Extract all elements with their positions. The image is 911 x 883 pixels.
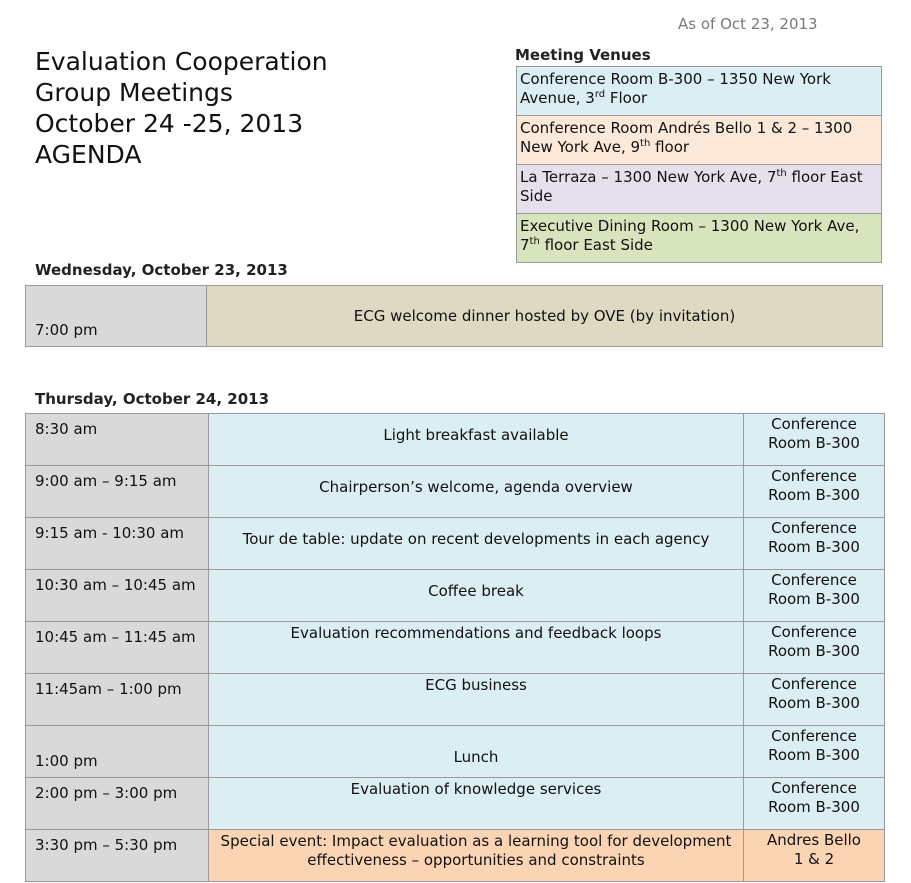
venue-cell: Executive Dining Room – 1300 New York Ave, 7th floor East Side xyxy=(517,214,882,263)
room-cell: Conference Room B-300 xyxy=(744,674,885,726)
schedule-row xyxy=(26,726,885,778)
room-cell: Andres Bello 1 & 2 xyxy=(744,830,885,882)
title-line: AGENDA xyxy=(35,140,142,169)
activity-cell: Light breakfast available xyxy=(209,414,744,466)
venues-heading: Meeting Venues xyxy=(515,46,651,64)
venue-row xyxy=(517,67,882,116)
activity-cell: Tour de table: update on recent developments in each agency xyxy=(209,518,744,570)
thursday-schedule xyxy=(25,413,885,882)
room-cell: Conference Room B-300 xyxy=(744,778,885,830)
schedule-row xyxy=(26,570,885,622)
activity-cell: Chairperson’s welcome, agenda overview xyxy=(209,466,744,518)
time-cell: 10:45 am – 11:45 am xyxy=(26,622,209,674)
wednesday-schedule xyxy=(25,285,883,347)
thursday-heading: Thursday, October 24, 2013 xyxy=(35,390,270,408)
venue-cell: La Terraza – 1300 New York Ave, 7th floor East Side xyxy=(517,165,882,214)
schedule-row xyxy=(26,830,885,882)
venues-table xyxy=(516,66,882,263)
time-cell: 11:45am – 1:00 pm xyxy=(26,674,209,726)
activity-cell: Evaluation of knowledge services xyxy=(209,778,744,830)
room-cell: Conference Room B-300 xyxy=(744,518,885,570)
title-line: October 24 -25, 2013 xyxy=(35,109,304,138)
schedule-row xyxy=(26,518,885,570)
page-title xyxy=(35,46,328,170)
venue-row xyxy=(517,214,882,263)
title-line: Evaluation Cooperation xyxy=(35,47,328,76)
as-of-date: As of Oct 23, 2013 xyxy=(678,15,818,33)
activity-cell: ECG welcome dinner hosted by OVE (by invitation) xyxy=(207,286,883,347)
room-cell: Conference Room B-300 xyxy=(744,466,885,518)
time-cell: 1:00 pm xyxy=(26,726,209,778)
activity-cell: Evaluation recommendations and feedback loops xyxy=(209,622,744,674)
room-cell: Conference Room B-300 xyxy=(744,622,885,674)
venue-row xyxy=(517,165,882,214)
room-cell: Conference Room B-300 xyxy=(744,726,885,778)
activity-cell: Special event: Impact evaluation as a learning tool for development effectiveness – opportunities and constraints xyxy=(209,830,744,882)
time-cell: 3:30 pm – 5:30 pm xyxy=(26,830,209,882)
time-cell: 2:00 pm – 3:00 pm xyxy=(26,778,209,830)
room-cell: Conference Room B-300 xyxy=(744,414,885,466)
venue-cell: Conference Room Andrés Bello 1 & 2 – 1300 New York Ave, 9th floor xyxy=(517,116,882,165)
wednesday-heading: Wednesday, October 23, 2013 xyxy=(35,261,288,279)
activity-cell: Coffee break xyxy=(209,570,744,622)
schedule-row xyxy=(26,674,885,726)
schedule-row xyxy=(26,286,883,347)
time-cell: 8:30 am xyxy=(26,414,209,466)
time-cell: 9:00 am – 9:15 am xyxy=(26,466,209,518)
venue-row xyxy=(517,116,882,165)
time-cell: 10:30 am – 10:45 am xyxy=(26,570,209,622)
schedule-row xyxy=(26,778,885,830)
activity-cell: ECG business xyxy=(209,674,744,726)
schedule-row xyxy=(26,466,885,518)
room-cell: Conference Room B-300 xyxy=(744,570,885,622)
title-line: Group Meetings xyxy=(35,78,233,107)
time-cell: 9:15 am - 10:30 am xyxy=(26,518,209,570)
activity-cell: Lunch xyxy=(209,726,744,778)
venue-cell: Conference Room B-300 – 1350 New York Avenue, 3rd Floor xyxy=(517,67,882,116)
schedule-row xyxy=(26,622,885,674)
time-cell: 7:00 pm xyxy=(26,286,207,347)
schedule-row xyxy=(26,414,885,466)
